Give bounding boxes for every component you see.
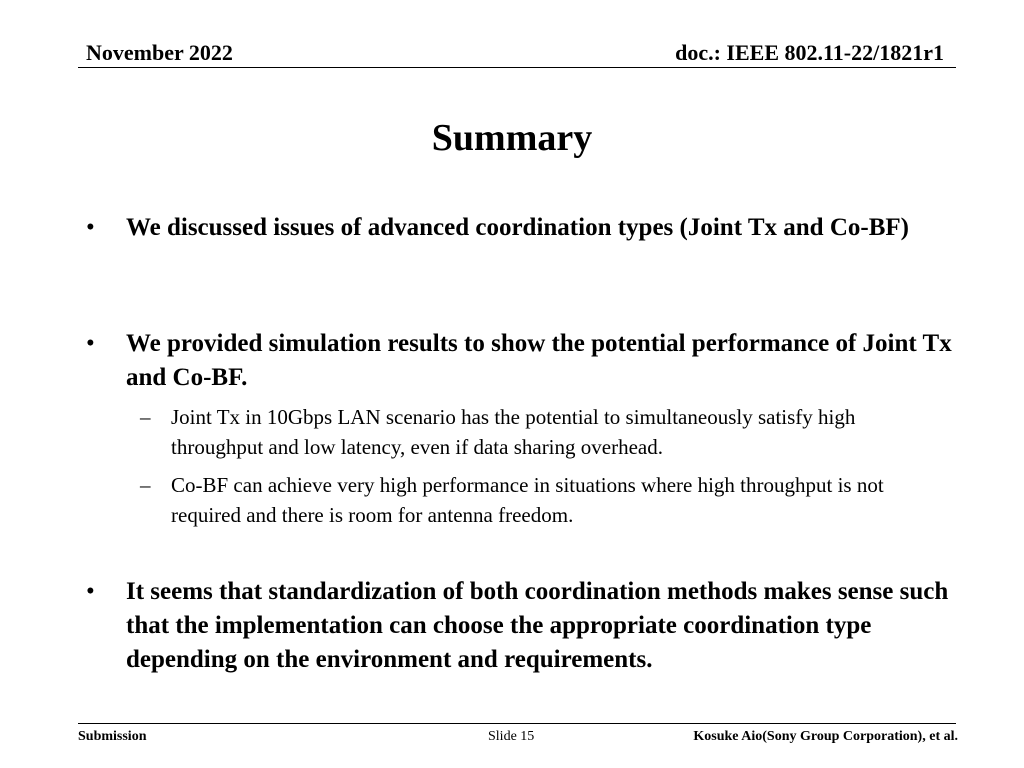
bullet-marker: • (86, 578, 95, 605)
bullet-marker: • (86, 214, 95, 241)
header-divider (78, 67, 956, 68)
sub-bullet-marker: – (140, 405, 151, 429)
sub-bullet-marker: – (140, 473, 151, 497)
slide-title: Summary (431, 117, 593, 159)
sub-bullet-item-2: Co-BF can achieve very high performance in situations where high throughput is not required and there is room for antenna freedom. (171, 473, 884, 527)
bullet-marker: • (86, 330, 95, 357)
footer-divider (78, 723, 956, 724)
bullet-item-3: It seems that standardization of both coordination methods makes sense such that the implementation can choose the appropriate coordination type depending on the environment and requirements. (126, 578, 949, 673)
bullet-item-2: We provided simulation results to show the potential performance of Joint Tx and Co-BF. (126, 330, 952, 391)
header-doc-id: doc.: IEEE 802.11-22/1821r1 (675, 40, 944, 65)
sub-bullet-item-1: Joint Tx in 10Gbps LAN scenario has the potential to simultaneously satisfy high throughput and low latency, even if data sharing overhead. (171, 405, 856, 459)
footer-author: Kosuke Aio(Sony Group Corporation), et al. (693, 729, 958, 744)
footer-slide-number: Slide 15 (488, 729, 535, 744)
footer-submission: Submission (78, 729, 147, 744)
bullet-item-1: We discussed issues of advanced coordination types (Joint Tx and Co-BF) (126, 214, 909, 241)
header-date: November 2022 (86, 40, 233, 65)
